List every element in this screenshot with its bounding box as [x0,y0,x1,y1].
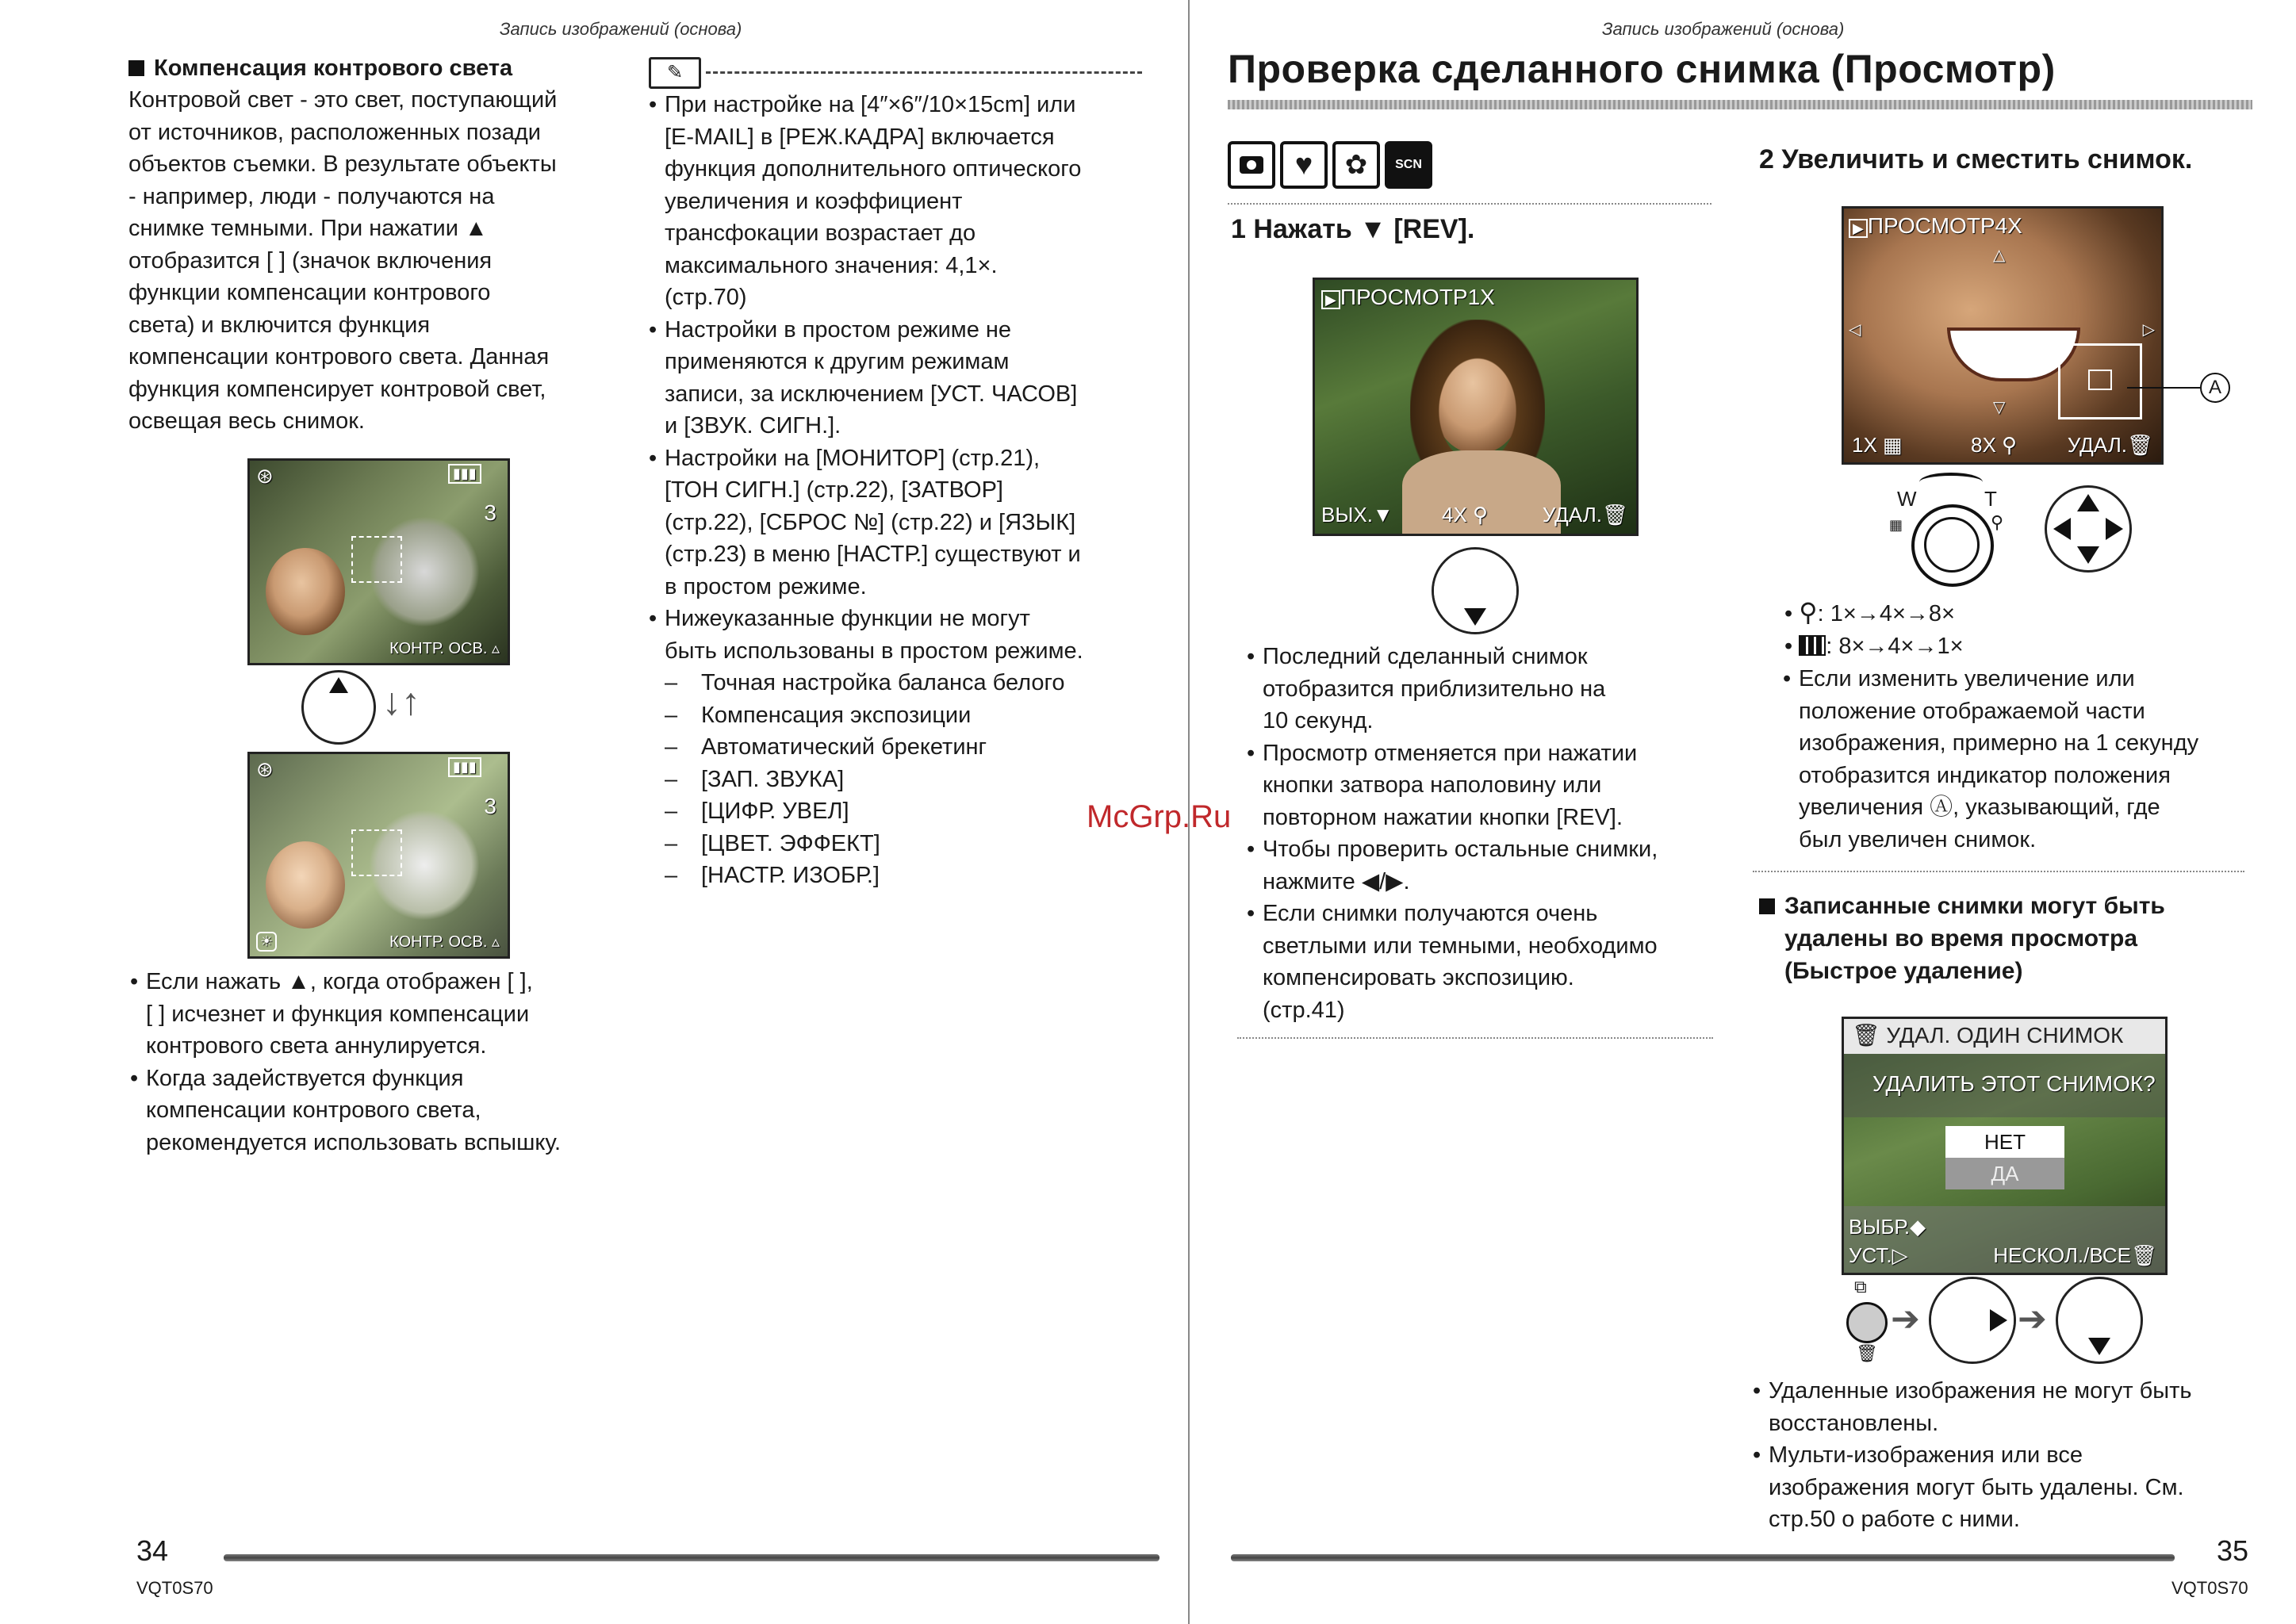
intro-line: света) и включится функция [128,312,431,338]
disabled-function: – [ЦИФР. УВЕЛ] [665,799,849,824]
note-line: записи, за исключением [УСТ. ЧАСОВ] [665,381,1078,407]
quick-delete-title-line: (Быстрое удаление) [1784,958,2023,984]
down-arrow-icon [329,722,348,737]
left-note: • Если нажать ▲, когда отображен [ ], [ ] исчезнет и функция компенсации контрового света аннулируется. [130,966,622,1063]
note-line: компенсировать экспозицию. [1263,965,1574,990]
note-line: Если нажать ▲, когда отображен [ ], [146,969,533,994]
disabled-function: – Точная настройка баланса белого [665,670,1065,695]
note-line: применяются к другим режимам [665,349,1010,374]
intro-line: Контровой свет - это свет, поступающий [128,87,558,113]
nav-up-icon: △ [1993,247,2006,264]
trash-small-icon: 🗑 [1856,1343,1878,1363]
intro-line: компенсации контрового света. Данная [128,344,550,370]
memo-icon: ✎ [649,57,701,89]
left-arrow-icon [2064,1309,2082,1331]
callout-a: A [2200,373,2230,403]
no-option[interactable]: НЕТ [1945,1126,2064,1158]
step1-note: • Последний сделанный снимок отобразится приблизительно на 10 секунд. [1247,641,1723,737]
lever-w: W [1897,487,1917,511]
page-title: Проверка сделанного снимка (Просмотр) [1228,47,2056,91]
lever-t: T [1984,487,1997,511]
note-line: рекомендуется использовать вспышку. [146,1129,562,1155]
note-line: [ ] исчезнет и функция компенсации [146,1001,530,1027]
note-line: (стр.41) [1263,997,1345,1023]
focus-frame [351,536,402,583]
note-line: нажмите ◀/▶. [1263,868,1410,894]
right-arrow-icon [2117,1309,2134,1331]
left-column [128,52,620,438]
note-line: кнопки затвора наполовину или [1263,772,1602,798]
zoom-in-seq: • ⚲: 1×→4×→8× [1784,598,1955,626]
note-line: Последний сделанный снимок [1263,644,1588,669]
left-arrow-icon [309,698,324,717]
child-photo-bright [266,841,345,929]
step2-note: • Если изменить увеличение или положение отображаемой части изображения, примерно на 1 секунду отобразится индикатор положения увеличения Ⓐ, указывающий, где был увеличен снимок. [1783,663,2259,856]
note-line: Настройки в простом режиме не [665,316,1012,343]
memo-note: • Настройки в простом режиме не применяются к другим режимам записи, за исключением [УСТ. ЧАСОВ] и [ЗВУК. СИГН.]. [649,314,1156,442]
note-line: изображения, примерно на 1 секунду [1799,730,2199,756]
flower-icon: ✿ [1332,141,1380,189]
right-header: Запись изображений (основа) [1602,19,1845,39]
step1-note: • Просмотр отменяется при нажатии кнопки затвора наполовину или повторном нажатии кнопки [REV]. [1247,737,1723,834]
title-underline [1228,100,2252,109]
left-footer-bar [224,1554,1159,1561]
yes-option[interactable]: ДА [1945,1158,2064,1189]
quick-delete-title-line: Записанные снимки могут быть [1759,890,2251,922]
intro-line: отобразится [ ] (значок включения [128,247,493,274]
disabled-function: – [НАСТР. ИЗОБР.] [665,863,880,888]
heart-icon: ♥ [1280,141,1328,189]
note-line: трансфокации возрастает до [665,220,976,246]
left-arrow-icon [2053,518,2071,540]
lever-arrow [1919,473,1983,492]
intro-line: объектов съемки. В результате объекты [128,151,557,177]
delete-question: УДАЛИТЬ ЭТОТ СНИМОК? [1872,1071,2156,1096]
backlight-icon: ☀ [256,932,277,952]
shot-count: 3 [484,794,496,818]
step1-notes [1247,641,1723,1026]
memo-note: • При настройке на [4″×6″/10×15cm] или [E-MAIL] в [РЕЖ.КАДРА] включается функция дополнительного оптического увеличения и коэффициент трансфокации возрастает до максимального значения: 4,1×. (стр.70) [649,89,1156,314]
mode-icons [1228,141,1432,189]
memo-rule [706,71,1142,74]
trash-icon: 🗑 [1852,1023,1880,1048]
note-line: в простом режиме. [665,573,867,599]
right-code: VQT0S70 [2171,1578,2248,1598]
delete-title-text: 🗑 УДАЛ. ОДИН СНИМОК [1852,1023,2124,1048]
select-label: ВЫБР.◆ [1849,1215,1926,1239]
zoom-out-seq: • : 8×→4×→1× [1784,633,1964,659]
zoom-lever [1888,473,2007,584]
delete-notes [1753,1375,2260,1536]
note-line: функция дополнительного оптического [665,156,1082,182]
set-label: УСТ.▷ [1849,1243,1908,1267]
scene-mode-icon: SCN [1385,141,1432,189]
battery-icon: ▮▮▮ [448,464,481,484]
flow-arrow-icon: ➔ [1891,1300,1920,1339]
flow-arrow-icon: ➔ [2018,1300,2047,1339]
note-line: контрового света аннулируется. [146,1033,487,1059]
backlight-label: КОНТР. ОСВ. ▵ [389,933,500,951]
memo-note: • Настройки на [МОНИТОР] (стр.21), [ТОН СИГН.] (стр.22), [ЗАТВОР] (стр.22), [СБРОС №] (стр.22) и [ЯЗЫК] (стр.23) в меню [НАСТР.] существуют и в простом режиме. [649,442,1156,603]
delete-button [1846,1302,1888,1343]
intro-line: - например, люди - получаются на [128,183,495,209]
zoom-sequences [1784,596,2181,662]
watermark: McGrp.Ru [1087,799,1232,834]
battery-icon: ▮▮▮ [448,757,481,777]
note-line: 10 секунд. [1263,708,1374,733]
note-line: Мульти-изображения или все [1769,1442,2083,1468]
disabled-function: – Автоматический брекетинг [665,734,987,760]
step1-note: • Чтобы проверить остальные снимки, нажмите ◀/▶. [1247,833,1723,898]
left-page-number: 34 [136,1534,169,1567]
zoom-8x: 8X ⚲ [1971,433,2018,457]
step1-rule [1228,203,1711,205]
zoom-screen [1842,206,2164,465]
step2-note [1783,663,2259,856]
note-line: (стр.70) [665,285,747,310]
up-arrow-icon [2088,1285,2110,1303]
intro-line: от источников, расположенных позади [128,119,541,145]
note-line: отобразится приблизительно на [1263,676,1606,702]
note-line: отобразится индикатор положения [1799,762,2171,788]
down-arrow-icon [2077,546,2099,564]
seq-pad-1 [1929,1277,2016,1364]
note-line: положение отображаемой части [1799,698,2145,724]
note-line: компенсации контрового света, [146,1097,481,1123]
magnifier-icon: ⚲ [1991,512,2004,532]
intro-line: функции компенсации контрового [128,280,491,305]
nav-down-icon: ▽ [1993,399,2006,416]
disabled-function: – [ЗАП. ЗВУКА] [665,766,845,792]
thumbnail-icon: ▦ [1889,517,1903,533]
review-title: ▶ ПРОСМОТР1X [1321,285,1495,310]
note-line: был увеличен снимок. [1799,826,2037,852]
memo-notes [649,89,1156,892]
zoom-title: ▶ ПРОСМОТР4X [1849,213,2022,239]
zoom-cursor-pad [2045,485,2132,573]
right-arrow-icon [353,698,369,717]
camera-screen-2 [247,752,510,959]
toggle-arrows: ↓↑ [382,681,420,723]
note-line: увеличения и коэффициент [665,188,963,214]
left-header: Запись изображений (основа) [500,19,742,39]
note-line: максимального значения: 4,1×. [665,252,998,278]
zoom-position-indicator [2058,343,2142,419]
left-notes [130,966,622,1159]
note-line: Если снимки получаются очень [1263,901,1598,926]
note-line: изображения могут быть удалены. См. [1769,1474,2184,1500]
shot-count: 3 [484,500,496,525]
step1-heading: 1 Нажать ▼ [REV]. [1231,214,1475,244]
note-line: стр.50 о работе с ними. [1769,1507,2020,1532]
note-line: При настройке на [4″×6″/10×15cm] или [665,92,1076,117]
up-arrow-icon [2077,494,2099,511]
left-code: VQT0S70 [136,1578,213,1598]
step2-heading: 2 Увеличить и сместить снимок. [1759,144,2193,174]
backlight-label: КОНТР. ОСВ. ▵ [389,640,500,657]
intro-line: освещая весь снимок. [128,408,365,434]
right-arrow-icon [2106,518,2123,540]
right-footer-bar [1231,1554,2175,1561]
zoom-1x: 1X ▦ [1852,433,1903,457]
flash-icon: ⊛ [256,464,274,488]
child-photo [266,548,345,635]
zoom-delete: УДАЛ.🗑 [2067,433,2153,457]
note-line: увеличения Ⓐ, указывающий, где [1799,795,2160,820]
note-line: (стр.23) в меню [НАСТР.] существуют и [665,542,1081,567]
note-line: восстановлены. [1769,1410,1939,1436]
focus-frame [351,829,402,876]
note-line: и [ЗВУК. СИГН.]. [665,413,841,439]
camera-screen-1 [247,458,510,665]
camera-icon [1228,141,1275,189]
flash-icon: ⊛ [256,757,274,781]
seq-pad-2 [2056,1277,2143,1364]
note-line: светлыми или темными, необходимо [1263,933,1658,959]
note-line: повторном нажатии кнопки [REV]. [1263,804,1623,830]
nav-left-icon: ◁ [1849,321,1861,339]
note-line: Настройки на [МОНИТОР] (стр.21), [665,445,1041,471]
review-screen [1313,278,1639,536]
down-arrow-icon [2088,1338,2110,1355]
cursor-pad [301,670,376,745]
delete-sequence [1840,1277,2173,1372]
step1-note: • Если снимки получаются очень светлыми или темными, необходимо компенсировать экспозицию. (стр.41) [1247,898,1723,1026]
disabled-function: – [ЦВЕТ. ЭФФЕКТ] [665,830,880,856]
right-page-number: 35 [2217,1534,2249,1567]
review-icon: ⧉ [1854,1277,1867,1297]
note-line: быть использованы в простом режиме. [665,638,1083,664]
review-cursor-pad [1432,547,1519,634]
delete-note: • Мульти-изображения или все изображения могут быть удалены. См. стр.50 о работе с ними. [1753,1439,2260,1536]
left-note: • Когда задействуется функция компенсации контрового света, рекомендуется использовать вспышку. [130,1063,622,1159]
note-line: Просмотр отменяется при нажатии [1263,740,1638,766]
note-line: [ТОН СИГН.] (стр.22), [ЗАТВОР] [665,477,1003,503]
shutter-ring [1911,504,1994,587]
callout-line [2127,387,2200,389]
quick-delete-title-line: удалены во время просмотра [1784,925,2138,952]
intro-line: функция компенсирует контровой свет, [128,376,546,402]
note-line: Когда задействуется функция [146,1065,464,1091]
quick-delete-title [1759,890,2251,987]
note-line: [E-MAIL] в [РЕЖ.КАДРА] включается [665,124,1055,150]
zoom-label: 4X ⚲ [1442,503,1489,527]
intro-line: снимке темными. При нажатии ▲ [128,216,488,241]
exit-label: ВЫХ.▼ [1321,503,1393,527]
note-line: Удаленные изображения не могут быть [1769,1378,2192,1404]
note-line: Чтобы проверить остальные снимки, [1263,837,1658,862]
multi-label: НЕСКОЛ./ВСЕ🗑 [1993,1243,2157,1267]
delete-note: • Удаленные изображения не могут быть восстановлены. [1753,1375,2260,1439]
up-arrow-icon [329,677,348,693]
delete-label: УДАЛ.🗑 [1542,503,1628,527]
nav-right-icon: ▷ [2142,321,2155,339]
step1-bottom-rule [1237,1037,1713,1039]
section-title: Компенсация контрового света [128,52,620,84]
memo-note: • Нижеуказанные функции не могут быть использованы в простом режиме. [649,603,1156,667]
delete-screen [1842,1017,2168,1275]
note-line: Если изменить увеличение или [1799,666,2135,691]
step2-rule [1753,871,2244,872]
intro-paragraph [128,84,620,438]
note-line: Нижеуказанные функции не могут [665,606,1030,631]
disabled-function: – Компенсация экспозиции [665,702,972,728]
note-line: (стр.22), [СБРОС №] (стр.22) и [ЯЗЫК] [665,509,1076,535]
